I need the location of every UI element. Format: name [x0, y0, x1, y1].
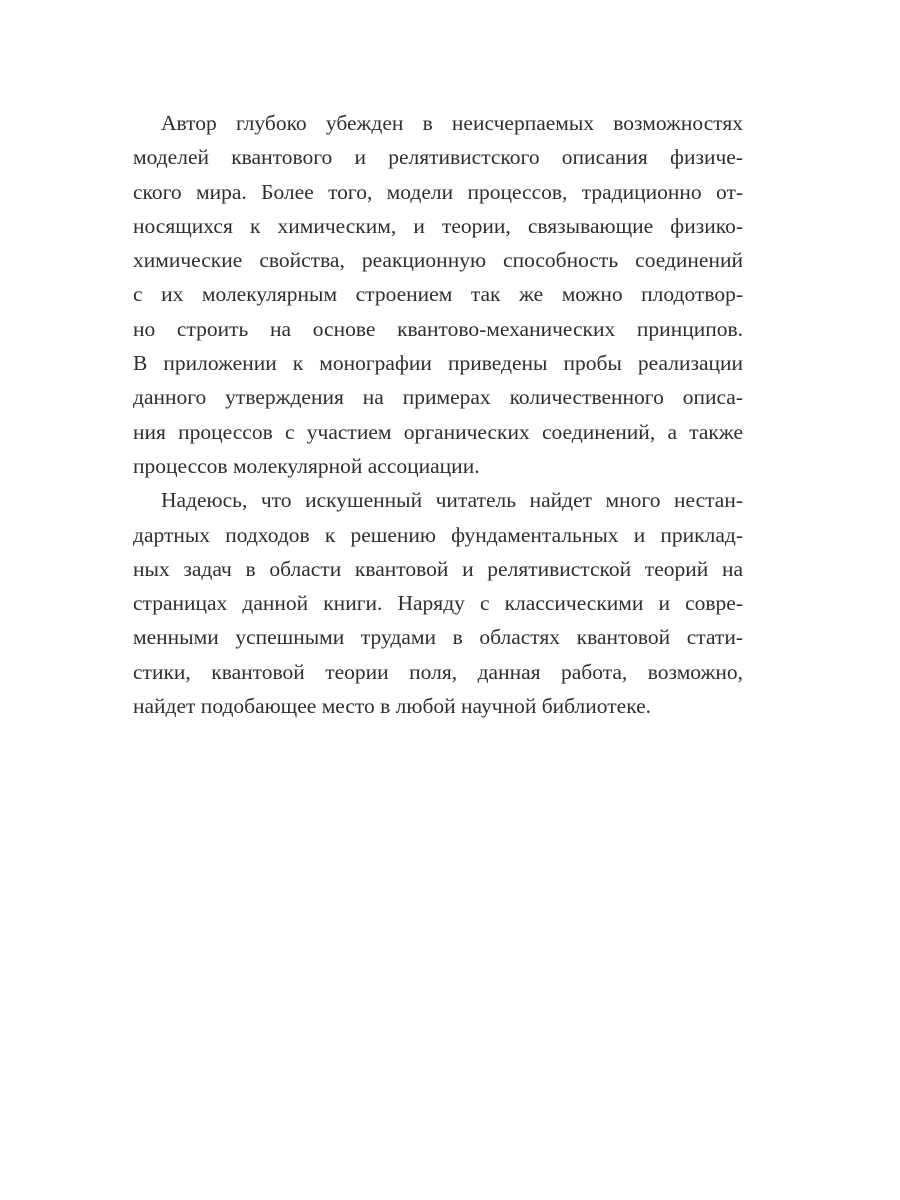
- text-line: но строить на основе квантово-механических принципов.: [133, 316, 743, 341]
- text-line: менными успешными трудами в областях квантовой стати-: [133, 625, 743, 650]
- text-line: страницах данной книги. Наряду с классическими и совре-: [133, 591, 743, 616]
- text-line: ных задач в области квантовой и релятивистской теорий на: [133, 556, 743, 581]
- text-line: В приложении к монографии приведены пробы реализации: [133, 351, 743, 376]
- text-line: моделей квантового и релятивистского описания физиче-: [133, 145, 743, 170]
- paragraph-1: [133, 106, 743, 483]
- text-line: дартных подходов к решению фундаментальных и приклад-: [133, 522, 743, 547]
- text-line: процессов молекулярной ассоциации.: [133, 453, 480, 478]
- body-text: [133, 106, 743, 723]
- text-line: найдет подобающее место в любой научной библиотеке.: [133, 694, 652, 719]
- text-line: ского мира. Более того, модели процессов, традиционно от-: [133, 179, 743, 204]
- text-line: химические свойства, реакционную способность соединений: [133, 248, 743, 273]
- paragraph-2: [133, 483, 743, 723]
- text-line: Надеюсь, что искушенный читатель найдет много нестан-: [161, 488, 743, 513]
- text-line: данного утверждения на примерах количественного описа-: [133, 385, 743, 410]
- text-line: стики, квантовой теории поля, данная работа, возможно,: [133, 659, 743, 684]
- text-line: Автор глубоко убежден в неисчерпаемых возможностях: [161, 111, 743, 135]
- text-line: носящихся к химическим, и теории, связывающие физико-: [133, 213, 743, 238]
- text-line: с их молекулярным строением так же можно плодотвор-: [133, 282, 743, 307]
- text-line: ния процессов с участием органических соединений, а также: [133, 419, 743, 444]
